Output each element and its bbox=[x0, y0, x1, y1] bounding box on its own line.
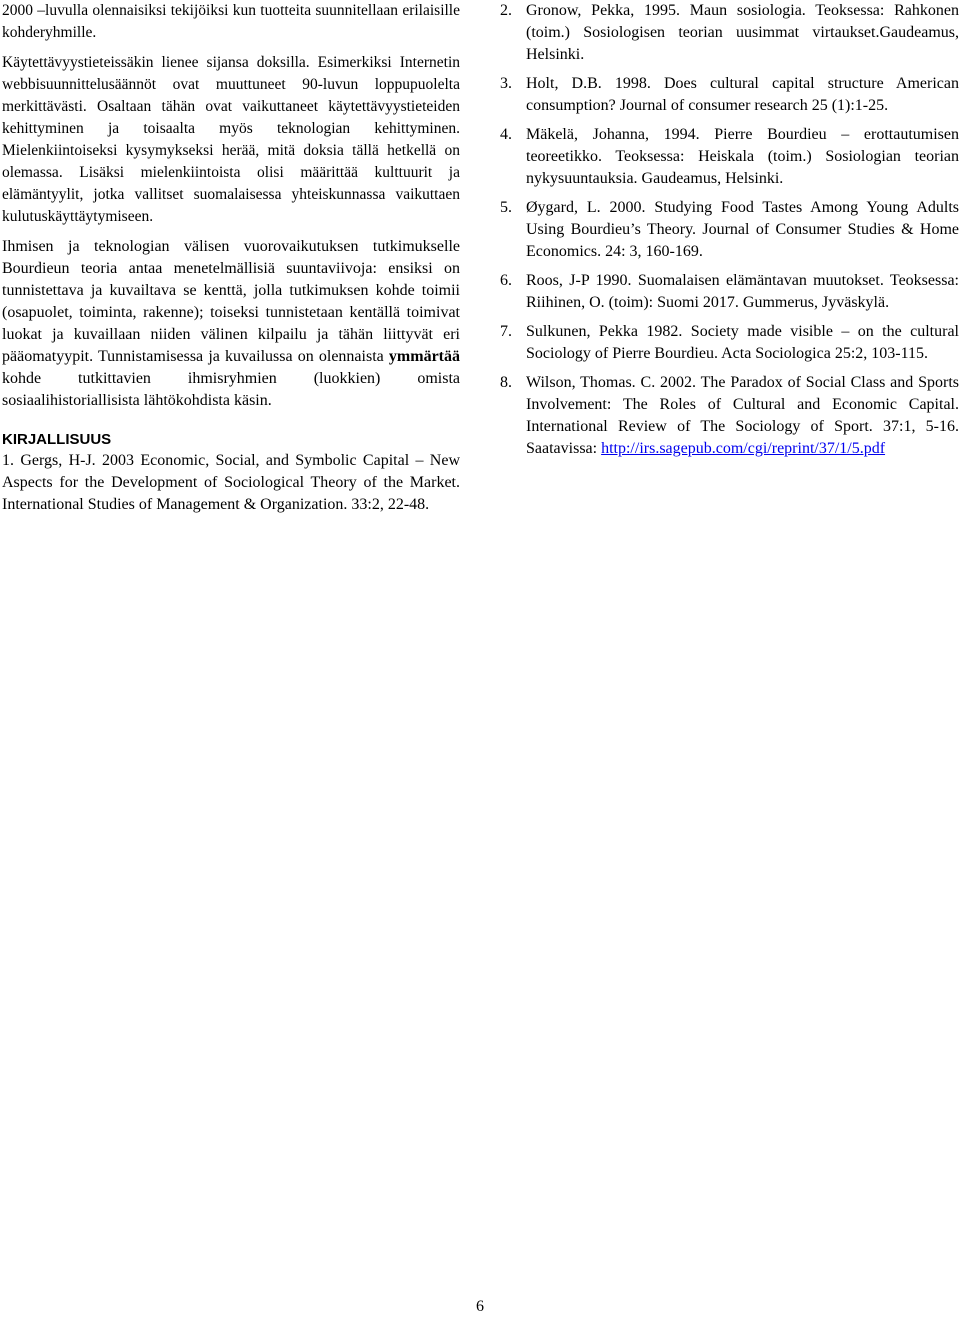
bold-term: ymmärtää bbox=[388, 348, 460, 365]
reference-text: Mäkelä, Johanna, 1994. Pierre Bourdieu – erottautumisen teoreetikko. Teoksessa: Heiskala (toim.) Sosiologian teorian nykysuuntauksia. Gaudeamus, Helsinki. bbox=[526, 126, 959, 187]
reference-number: 5. bbox=[500, 199, 512, 216]
reference-item bbox=[500, 124, 959, 190]
reference-item bbox=[500, 197, 959, 263]
reference-item bbox=[500, 270, 959, 314]
paragraph-intro: 2000 –luvulla olennaisiksi tekijöiksi kun tuotteita suunnitellaan erilaisille kohderyhmille. bbox=[2, 2, 460, 41]
reference-item bbox=[500, 73, 959, 117]
reference-link[interactable]: http://irs.sagepub.com/cgi/reprint/37/1/5.pdf bbox=[601, 440, 886, 457]
reference-text: Roos, J-P 1990. Suomalaisen elämäntavan muutokset. Teoksessa: Riihinen, O. (toim): Suomi 2017. Gummerus, Jyväskylä. bbox=[526, 272, 959, 311]
reference-text: Øygard, L. 2000. Studying Food Tastes Among Young Adults Using Bourdieu’s Theory. Journal of Consumer Studies & Home Economics. 24: 3, 160-169. bbox=[526, 199, 959, 260]
reference-item bbox=[500, 372, 959, 460]
left-column bbox=[2, 0, 460, 516]
reference-number: 3. bbox=[500, 75, 512, 92]
reference-item bbox=[2, 450, 460, 516]
reference-text: Wilson, Thomas. C. 2002. The Paradox of Social Class and Sports Involvement: The Roles of Cultural and Economic Capital. International Review of The Sociology of Sport. 37:1, 5-16. Saatavissa: bbox=[526, 374, 959, 457]
paragraph-usability: Käytettävyystieteissäkin lienee sijansa doksilla. Esimerkiksi Internetin webbisuunnittelusäännöt ovat muuttuneet 90-luvun loppupuolelta merkittävästi. Osaltaan tähän ovat vaikuttaneet käytettävyystieteiden kehittyminen ja toisaalta myös teknologian kehittyminen. Mielenkiintoiseksi kysymykseksi herää, mitä doksia tällä hetkellä on olemassa. Lisäksi mielenkiintoista olisi määrittää kulttuurit ja elämäntyylit, jotka vallitset suomalaisessa yhteiskunnassa vaikuttaen kulutuskäyttäytymiseen. bbox=[2, 54, 460, 225]
page-number: 6 bbox=[476, 1298, 484, 1315]
reference-number: 2. bbox=[500, 2, 512, 19]
reference-number: 8. bbox=[500, 374, 512, 391]
reference-number: 1. bbox=[2, 452, 14, 469]
right-column bbox=[500, 0, 959, 460]
reference-item bbox=[500, 0, 959, 66]
paragraph-bourdieu-b: kohde tutkittavien ihmisryhmien (luokkien) omista sosiaalihistoriallisista lähtökohdista käsin. bbox=[2, 370, 460, 409]
references-heading: KIRJALLISUUS bbox=[2, 431, 112, 448]
reference-number: 6. bbox=[500, 272, 512, 289]
reference-number: 7. bbox=[500, 323, 512, 340]
reference-text: Gronow, Pekka, 1995. Maun sosiologia. Teoksessa: Rahkonen (toim.) Sosiologisen teorian uusimmat virtaukset.Gaudeamus, Helsinki. bbox=[526, 2, 959, 63]
reference-text: Gergs, H-J. 2003 Economic, Social, and Symbolic Capital – New Aspects for the Development of Sociological Theory of the Market. International Studies of Management & Organization. 33:2, 22-48. bbox=[2, 452, 461, 513]
reference-text: Holt, D.B. 1998. Does cultural capital structure American consumption? Journal of consumer research 25 (1):1-25. bbox=[526, 75, 959, 114]
reference-number: 4. bbox=[500, 126, 512, 143]
reference-item bbox=[500, 321, 959, 365]
paragraph-bourdieu-a: Ihmisen ja teknologian välisen vuorovaikutuksen tutkimukselle Bourdieun teoria antaa menetelmällisiä suuntaviivoja: ensiksi on tunnistettava ja kuvailtava se kenttä, jolla tutkimuksen kohde toimii (osapuolet, toiminta, rakenne); toiseksi tunnistetaan kentällä toimivat luokat ja kuvaillaan niiden välinen kilpailu ja tähän liittyvät eri pääomatyypit. Tunnistamisessa ja kuvailussa on olennaista bbox=[2, 238, 460, 365]
paragraph-bourdieu bbox=[2, 236, 460, 412]
reference-text: Sulkunen, Pekka 1982. Society made visible – on the cultural Sociology of Pierre Bourdieu. Acta Sociologica 25:2, 103-115. bbox=[526, 323, 959, 362]
